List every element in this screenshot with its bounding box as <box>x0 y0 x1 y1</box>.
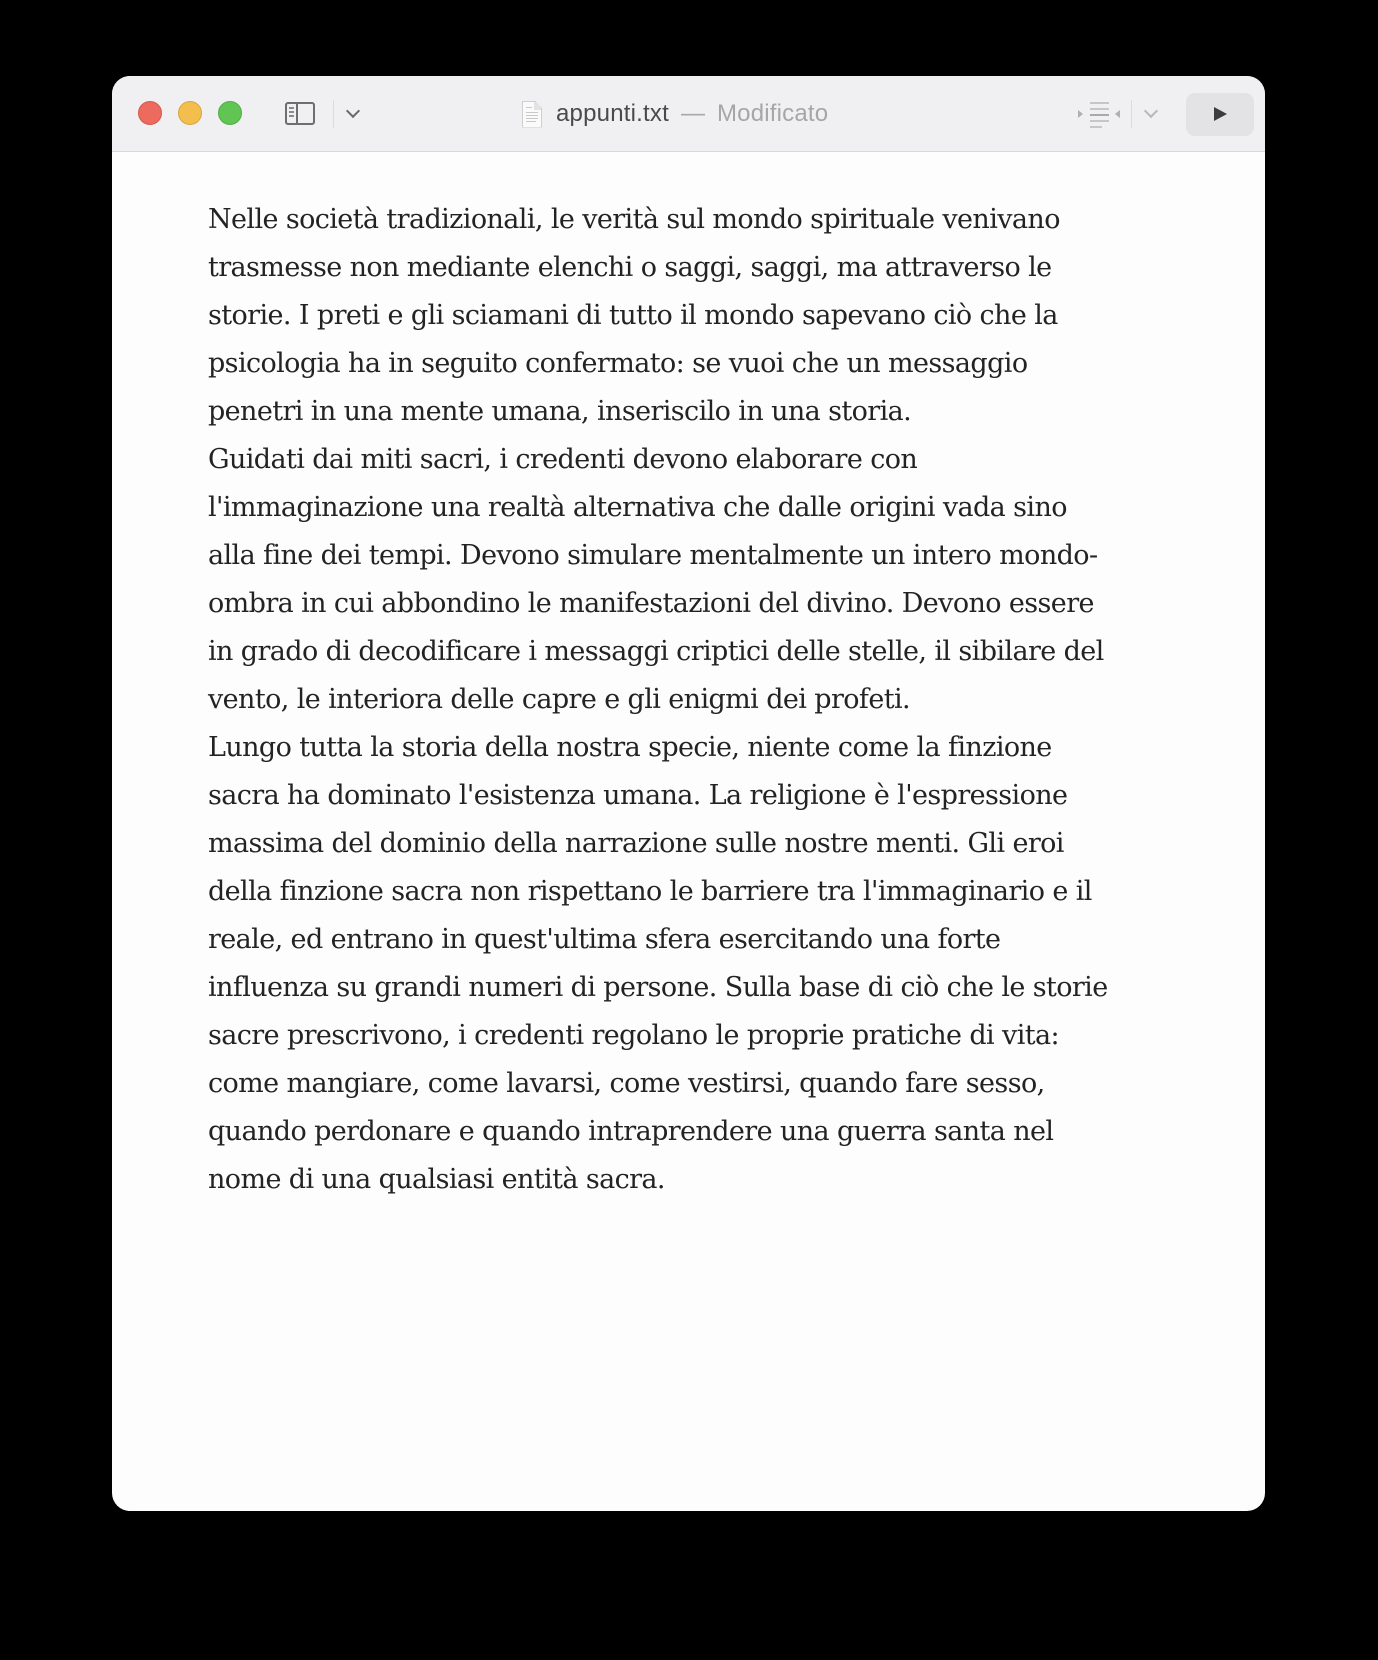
text-line: vento, le interiora delle capre e gli enigmi dei profeti. <box>208 684 910 715</box>
close-button[interactable] <box>138 101 162 125</box>
text-line: quando perdonare e quando intraprendere una guerra santa nel <box>208 1116 1054 1147</box>
text-line: trasmesse non mediante elenchi o saggi, saggi, ma attraverso le <box>208 252 1052 283</box>
text-line: massima del dominio della narrazione sulle nostre menti. Gli eroi <box>208 828 1064 859</box>
maximize-button[interactable] <box>218 101 242 125</box>
text-line: in grado di decodificare i messaggi criptici delle stelle, il sibilare del <box>208 636 1104 667</box>
chevron-down-icon[interactable] <box>1144 104 1158 118</box>
text-line: alla fine dei tempi. Devono simulare mentalmente un intero mondo- <box>208 540 1098 571</box>
text-line: come mangiare, come lavarsi, come vestirsi, quando fare sesso, <box>208 1068 1045 1099</box>
title-separator: — <box>680 100 705 127</box>
text-document-icon <box>522 101 542 128</box>
text-line: l'immaginazione una realtà alternativa che dalle origini vada sino <box>208 492 1067 523</box>
toolbar-separator <box>1131 100 1132 128</box>
text-line: psicologia ha in seguito confermato: se vuoi che un messaggio <box>208 348 1028 379</box>
run-button[interactable] <box>1186 93 1254 136</box>
chevron-down-icon[interactable] <box>346 104 360 118</box>
text-line: penetri in una mente umana, inseriscilo in una storia. <box>208 396 912 427</box>
text-editor-window <box>112 76 1265 1511</box>
text-line: nome di una qualsiasi entità sacra. <box>208 1164 665 1195</box>
text-editor-content[interactable] <box>208 196 1198 1204</box>
text-line: sacra ha dominato l'esistenza umana. La religione è l'espressione <box>208 780 1068 811</box>
title-bar[interactable] <box>112 76 1265 152</box>
text-line: influenza su grandi numeri di persone. Sulla base di ciò che le storie <box>208 972 1108 1003</box>
text-line: sacre prescrivono, i credenti regolano le proprie pratiche di vita: <box>208 1020 1059 1051</box>
text-line: storie. I preti e gli sciamani di tutto il mondo sapevano ciò che la <box>208 300 1058 331</box>
text-line: della finzione sacra non rispettano le barriere tra l'immaginario e il <box>208 876 1092 907</box>
sidebar-toggle-button[interactable] <box>285 102 315 125</box>
toolbar-separator <box>333 100 334 128</box>
text-line: Lungo tutta la storia della nostra specie, niente come la finzione <box>208 732 1052 763</box>
text-line: ombra in cui abbondino le manifestazioni del divino. Devono essere <box>208 588 1094 619</box>
text-align-center-icon[interactable] <box>1078 100 1120 128</box>
text-line: reale, ed entrano in quest'ultima sfera esercitando una forte <box>208 924 1001 955</box>
text-line: Guidati dai miti sacri, i credenti devono elaborare con <box>208 444 918 475</box>
window-title[interactable] <box>522 94 828 134</box>
document-status: Modificato <box>716 100 829 127</box>
minimize-button[interactable] <box>178 101 202 125</box>
play-icon <box>1214 107 1227 121</box>
text-line: Nelle società tradizionali, le verità sul mondo spirituale venivano <box>208 204 1060 235</box>
document-name: appunti.txt <box>556 100 669 127</box>
